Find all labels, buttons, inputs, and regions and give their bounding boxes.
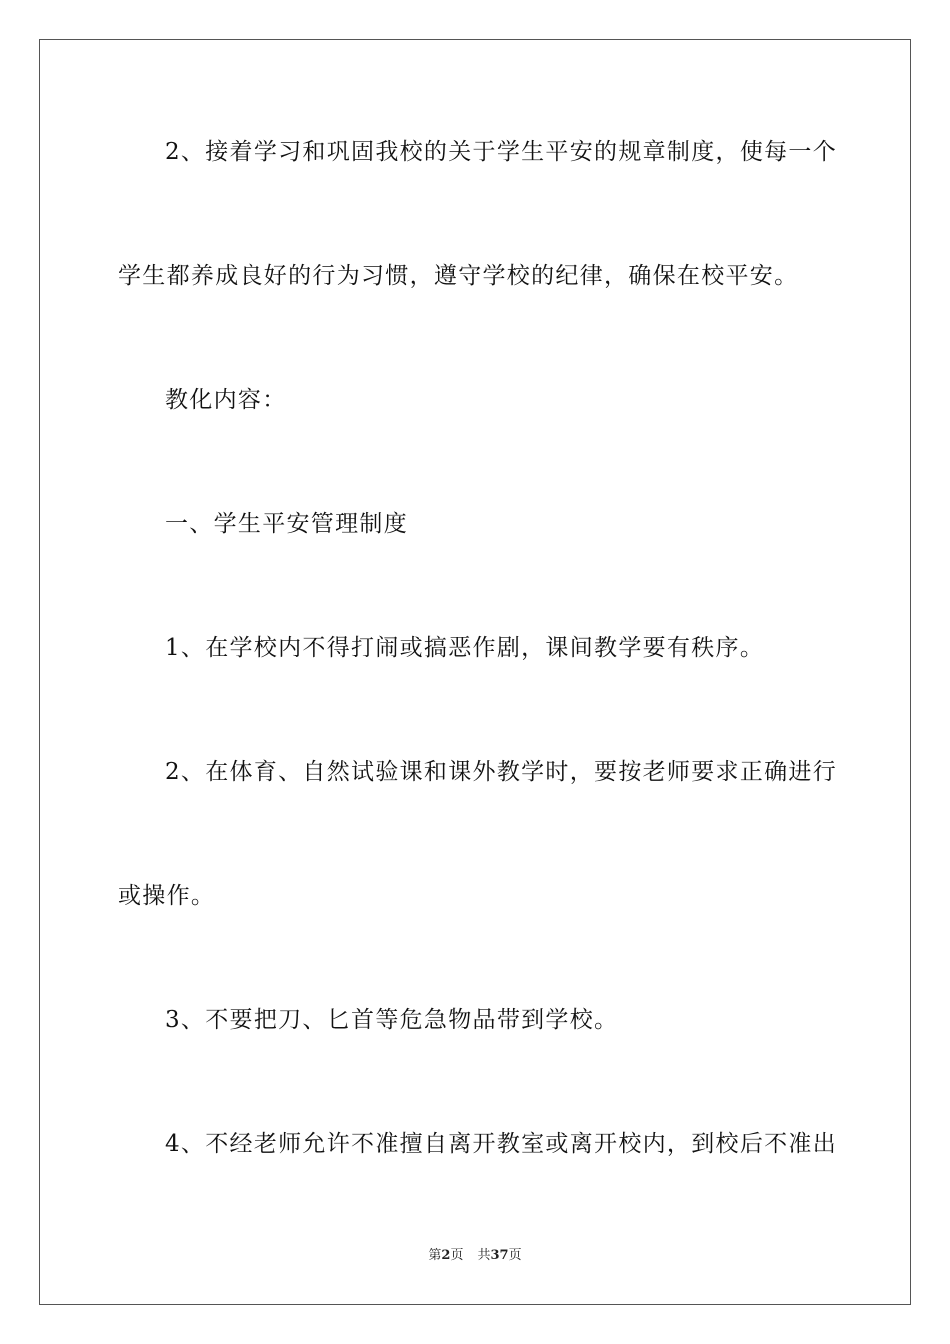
total-prefix: 共	[477, 1248, 491, 1263]
paragraph-line: 4、不经老师允许不准擅自离开教室或离开校内，到校后不准出	[165, 1131, 838, 1157]
paragraph-line: 3、不要把刀、匕首等危急物品带到学校。	[165, 1007, 619, 1033]
total-suffix: 页	[508, 1248, 522, 1263]
paragraph-line: 1、在学校内不得打闹或搞恶作剧，课间教学要有秩序。	[165, 635, 765, 661]
page-prefix: 第	[428, 1248, 442, 1263]
page-number: 2	[441, 1248, 451, 1263]
section-label: 教化内容：	[165, 387, 287, 413]
paragraph-line: 学生都养成良好的行为习惯，遵守学校的纪律，确保在校平安。	[118, 263, 799, 289]
section-heading: 一、学生平安管理制度	[165, 511, 408, 537]
paragraph-line: 2、在体育、自然试验课和课外教学时，要按老师要求正确进行	[165, 759, 838, 785]
page-footer	[0, 1247, 950, 1265]
paragraph-line: 2、接着学习和巩固我校的关于学生平安的规章制度，使每一个	[165, 139, 838, 165]
page-suffix: 页	[450, 1248, 464, 1263]
paragraph-line: 或操作。	[118, 883, 216, 909]
page-frame	[39, 39, 911, 1305]
total-pages: 37	[490, 1248, 509, 1263]
